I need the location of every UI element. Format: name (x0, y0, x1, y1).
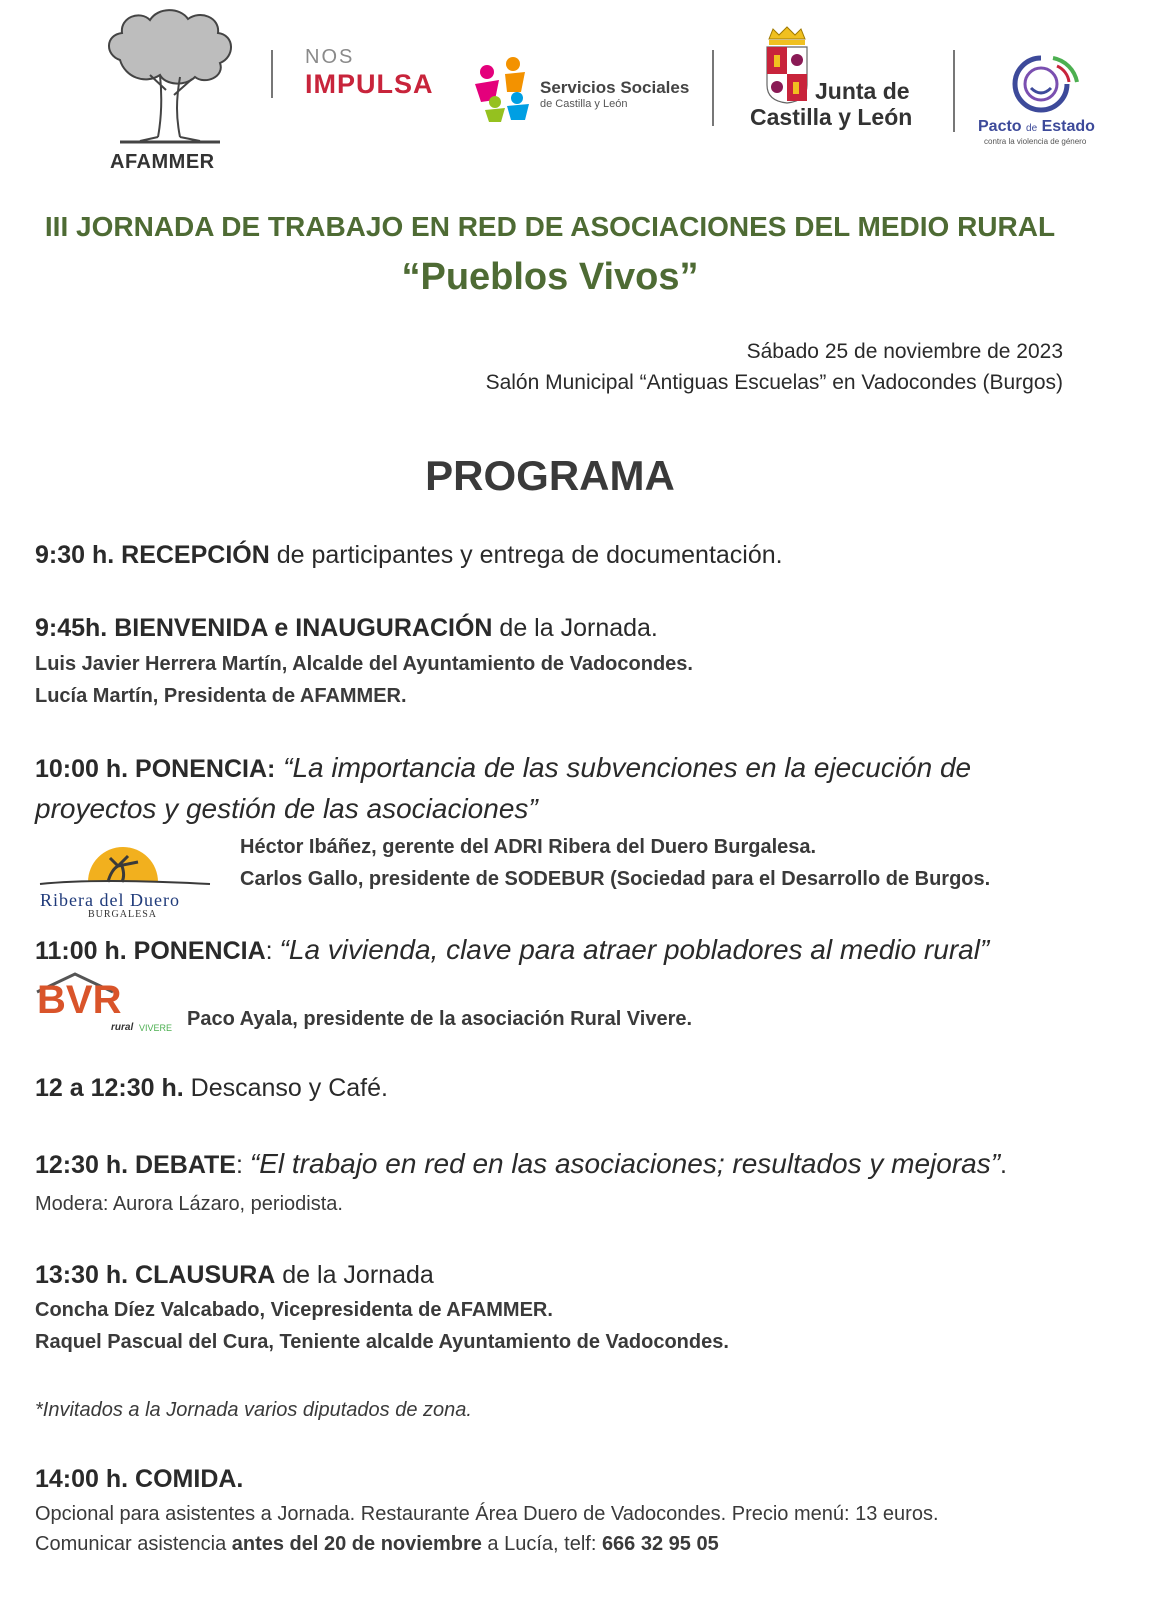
impulsa-label: IMPULSA (305, 69, 434, 99)
bienvenida-speaker-2: Lucía Martín, Presidenta de AFAMMER. (35, 685, 407, 707)
bienvenida-speaker-1: Luis Javier Herrera Martín, Alcalde del Ayuntamiento de Vadocondes. (35, 653, 693, 675)
servicios-sociales-logo (465, 50, 540, 130)
agenda-ponencia-2: 11:00 h. PONENCIA: “La vivienda, clave para atraer pobladores al medio rural” (35, 934, 990, 965)
agenda-ponencia-1: 10:00 h. PONENCIA: “La importancia de las subvenciones en la ejecución de (35, 752, 972, 783)
bvr-logo (35, 970, 175, 1035)
coat-of-arms-icon (763, 25, 811, 105)
agenda-bienvenida: 9:45h. BIENVENIDA e INAUGURACIÓN de la Jornada. (35, 614, 658, 642)
afammer-logo (100, 5, 240, 175)
divider (271, 50, 273, 98)
agenda-descanso: 12 a 12:30 h. Descanso y Café. (35, 1074, 388, 1102)
event-subtitle: “Pueblos Vivos” (401, 256, 699, 298)
pacto-estado-logo (1003, 52, 1081, 121)
event-title: III JORNADA DE TRABAJO EN RED DE ASOCIACIONES DEL MEDIO RURAL (44, 211, 1056, 242)
event-venue: Salón Municipal “Antiguas Escuelas” en Vadocondes (Burgos) (485, 371, 1063, 394)
tree-icon (100, 5, 240, 150)
junta-shield-logo (763, 25, 811, 110)
debate-moderator: Modera: Aurora Lázaro, periodista. (35, 1193, 343, 1215)
bvr-logo-vivere: VIVERE (139, 1023, 173, 1033)
invitados-note: *Invitados a la Jornada varios diputados de zona. (35, 1399, 472, 1421)
bvr-logo-name: BVR (37, 978, 122, 1022)
event-date: Sábado 25 de noviembre de 2023 (746, 340, 1063, 363)
junta-line2: Castilla y León (750, 104, 913, 130)
comida-info: Opcional para asistentes a Jornada. Restaurante Área Duero de Vadocondes. Precio menú: 13 euros. (35, 1503, 939, 1525)
agenda-debate: 12:30 h. DEBATE: “El trabajo en red en las asociaciones; resultados y mejoras”. (35, 1148, 1007, 1179)
ribera-logo-sub: BURGALESA (88, 909, 158, 920)
comida-contact: Comunicar asistencia antes del 20 de noviembre a Lucía, telf: 666 32 95 05 (35, 1533, 719, 1555)
junta-line1: Junta de (815, 78, 910, 104)
ponencia-1-speaker-2: Carlos Gallo, presidente de SODEBUR (Sociedad para el Desarrollo de Burgos. (240, 868, 991, 890)
divider (953, 50, 955, 132)
ponencia-1-title-cont: proyectos y gestión de las asociaciones” (35, 793, 538, 824)
ribera-duero-logo (38, 840, 213, 920)
agenda-comida: 14:00 h. COMIDA. (35, 1465, 244, 1493)
bvr-logo-rural: rural (111, 1022, 134, 1033)
contact-phone: 666 32 95 05 (601, 1533, 719, 1555)
divider (712, 50, 714, 126)
programa-heading: PROGRAMA (425, 452, 675, 499)
nos-label: NOS (305, 46, 355, 68)
agenda-recepcion: 9:30 h. RECEPCIÓN de participantes y entrega de documentación. (35, 541, 783, 569)
ponencia-1-speaker-1: Héctor Ibáñez, gerente del ADRI Ribera del Duero Burgalesa. (240, 836, 817, 858)
pacto-estado-subtitle: contra la violencia de género (984, 137, 1087, 146)
clausura-speaker-2: Raquel Pascual del Cura, Teniente alcalde Ayuntamiento de Vadocondes. (35, 1331, 729, 1353)
ribera-logo-name: Ribera del Duero (40, 890, 180, 910)
servicios-sociales-subtitle: de Castilla y León (540, 98, 628, 110)
people-figures-icon (465, 50, 540, 125)
servicios-sociales-title: Servicios Sociales (540, 78, 690, 97)
ponencia-2-speaker: Paco Ayala, presidente de la asociación Rural Vivere. (187, 1008, 693, 1030)
agenda-clausura: 13:30 h. CLAUSURA de la Jornada (35, 1261, 434, 1289)
afammer-label: AFAMMER (110, 151, 215, 173)
clausura-speaker-1: Concha Díez Valcabado, Vicepresidenta de AFAMMER. (35, 1299, 553, 1321)
pacto-estado-title: Pacto de Estado (978, 118, 1095, 135)
circle-smile-icon (1003, 52, 1081, 116)
